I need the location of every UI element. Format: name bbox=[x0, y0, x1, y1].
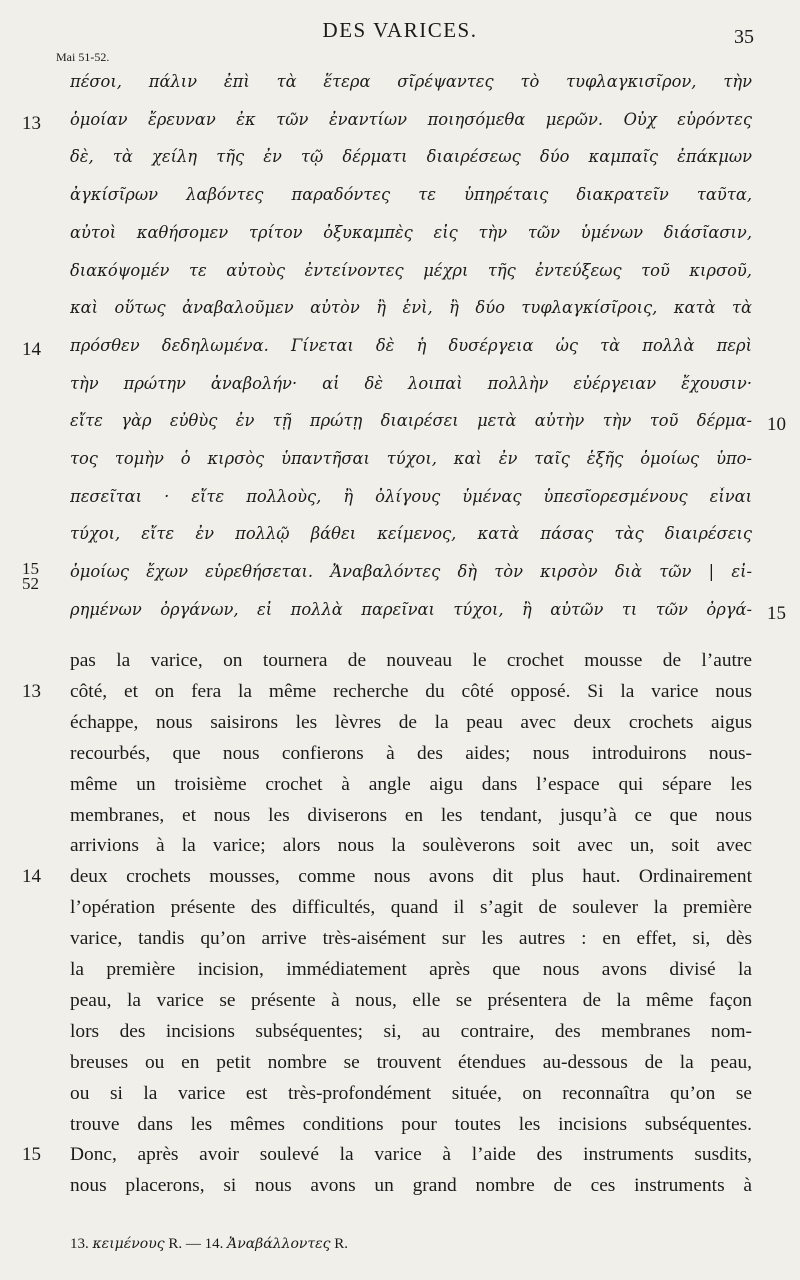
text-line: Donc, après avoir soulevé la varice à l’aide des instruments susdits, bbox=[70, 1144, 752, 1166]
text-line: breuses ou en petit nombre se trouvent étendues au-dessous de la peau, bbox=[70, 1051, 752, 1073]
text-line: διακόψομέν τε αὐτοὺς ἐντείνοντες μέχρι τῆς ἐντεύξεως τοῦ κιρσοῦ, bbox=[70, 260, 752, 280]
text-line: membranes, et nous les diviserons en les tendant, jusqu’à ce que nous bbox=[70, 804, 752, 826]
text-line: καὶ οὕτως ἀναβαλοῦμεν αὐτὸν ἢ ἑνὶ, ἢ δύο τυφλαγκίσῖροις, κατὰ τὰ bbox=[70, 298, 752, 318]
text-line: εἴτε γὰρ εὐθὺς ἐν τῇ πρώτῃ διαιρέσει μετὰ αὐτὴν τὴν τοῦ δέρμα- bbox=[70, 411, 752, 431]
text-line: varice, tandis qu’on arrive très-aisément sur les autres : en effet, si, dès bbox=[70, 928, 752, 950]
line-number: 14 bbox=[22, 866, 41, 888]
footnote-variant: Ἀναβάλλοντες bbox=[227, 1236, 331, 1252]
footnote-number: 14. bbox=[204, 1236, 224, 1252]
footnote-siglum: R. — bbox=[168, 1236, 201, 1252]
line-number: 13 bbox=[22, 680, 41, 702]
text-line: échappe, nous saisirons les lèvres de la peau avec deux crochets aigus bbox=[70, 711, 752, 733]
text-line: τύχοι, εἴτε ἐν πολλῷ βάθει κείμενος, κατὰ πάσας τὰς διαιρέσεις bbox=[70, 524, 752, 544]
text-line: ἀγκίσῖρων λαβόντες παραδόντες τε ὑπηρέταις διακρατεῖν ταῦτα, bbox=[70, 185, 752, 205]
text-line: côté, et on fera la même recherche du côté opposé. Si la varice nous bbox=[70, 680, 752, 702]
footnote-variant: κειμένους bbox=[92, 1236, 165, 1252]
text-line: peau, la varice se présente à nous, elle se présentera de la même façon bbox=[70, 989, 752, 1011]
text-line: la première incision, immédiatement après que nous avons divisé la bbox=[70, 959, 752, 980]
footnote-number: 13. bbox=[70, 1236, 89, 1252]
footnote bbox=[70, 1236, 348, 1253]
text-line: l’opération présente des difficultés, quand il s’agit de soulever la première bbox=[70, 897, 752, 919]
text-line: τὴν πρώτην ἀναβολήν· αἱ δὲ λοιπαὶ πολλὴν εὐέργειαν ἔχουσιν· bbox=[70, 373, 752, 393]
text-line: αὐτοὶ καθήσομεν τρίτον ὀξυκαμπὲς εἰς τὴν τῶν ὑμένων διάσῖασιν, bbox=[70, 222, 752, 242]
footnote-siglum: R. bbox=[334, 1236, 349, 1252]
line-number: 10 bbox=[767, 414, 786, 436]
running-title: DES VARICES. bbox=[322, 18, 478, 42]
text-line: même un troisième crochet à angle aigu dans l’espace qui sépare les bbox=[70, 773, 752, 795]
margin-reference: Mai 51-52. bbox=[56, 50, 110, 64]
text-line: ou si la varice est très-profondément située, on reconnaîtra qu’on se bbox=[70, 1082, 752, 1104]
text-line: deux crochets mousses, comme nous avons dit plus haut. Ordinairement bbox=[70, 866, 752, 888]
text-line: ρημένων ὀργάνων, εἰ πολλὰ παρεῖναι τύχοι, ἢ αὐτῶν τι τῶν ὀργά- bbox=[70, 599, 752, 619]
text-line: δὲ, τὰ χείλη τῆς ἐν τῷ δέρματι διαιρέσεως δύο καμπαῖς ἐπάκμων bbox=[70, 147, 752, 167]
text-line: pas la varice, on tournera de nouveau le crochet mousse de l’autre bbox=[70, 650, 752, 671]
text-line: lors des incisions subséquentes; si, au contraire, des membranes nom- bbox=[70, 1020, 752, 1042]
text-line: ὁμοίαν ἔρευναν ἐκ τῶν ἐναντίων ποιησόμεθα μερῶν. Οὐχ εὑρόντες bbox=[70, 109, 752, 129]
line-number: 13 bbox=[22, 112, 41, 134]
text-line: ὁμοίως ἔχων εὑρεθήσεται. Ἀναβαλόντες δὴ τὸν κιρσὸν διὰ τῶν | εἰ- bbox=[70, 562, 752, 582]
text-line: recourbés, que nous confierons à des aides; nous introduirons nous- bbox=[70, 742, 752, 764]
text-line: πρόσθεν δεδηλωμένα. Γίνεται δὲ ἡ δυσέργεια ὡς τὰ πολλὰ περὶ bbox=[70, 335, 752, 355]
line-number: 14 bbox=[22, 338, 41, 360]
text-line: trouve dans les mêmes conditions pour toutes les incisions subséquentes. bbox=[70, 1113, 752, 1135]
line-number: 15 52 bbox=[22, 559, 39, 594]
line-number: 15 bbox=[22, 1144, 41, 1166]
text-line: πέσοι, πάλιν ἐπὶ τὰ ἕτερα σῖρέψαντες τὸ τυφλαγκισῖρον, τὴν bbox=[70, 72, 752, 91]
text-line: arrivions à la varice; alors nous la soulèverons soit avec un, soit avec bbox=[70, 835, 752, 857]
page-number: 35 bbox=[734, 26, 754, 48]
text-line: nous placerons, si nous avons un grand nombre de ces instruments à bbox=[70, 1175, 752, 1197]
line-number: 15 bbox=[767, 602, 786, 624]
text-line: τος τομὴν ὁ κιρσὸς ὑπαντῆσαι τύχοι, καὶ ἐν ταῖς ἑξῆς ὁμοίως ὑπο- bbox=[70, 449, 752, 468]
text-line: πεσεῖται · εἴτε πολλοὺς, ἢ ὀλίγους ὑμένας ὑπεσῖορεσμένους εἶναι bbox=[70, 486, 752, 506]
